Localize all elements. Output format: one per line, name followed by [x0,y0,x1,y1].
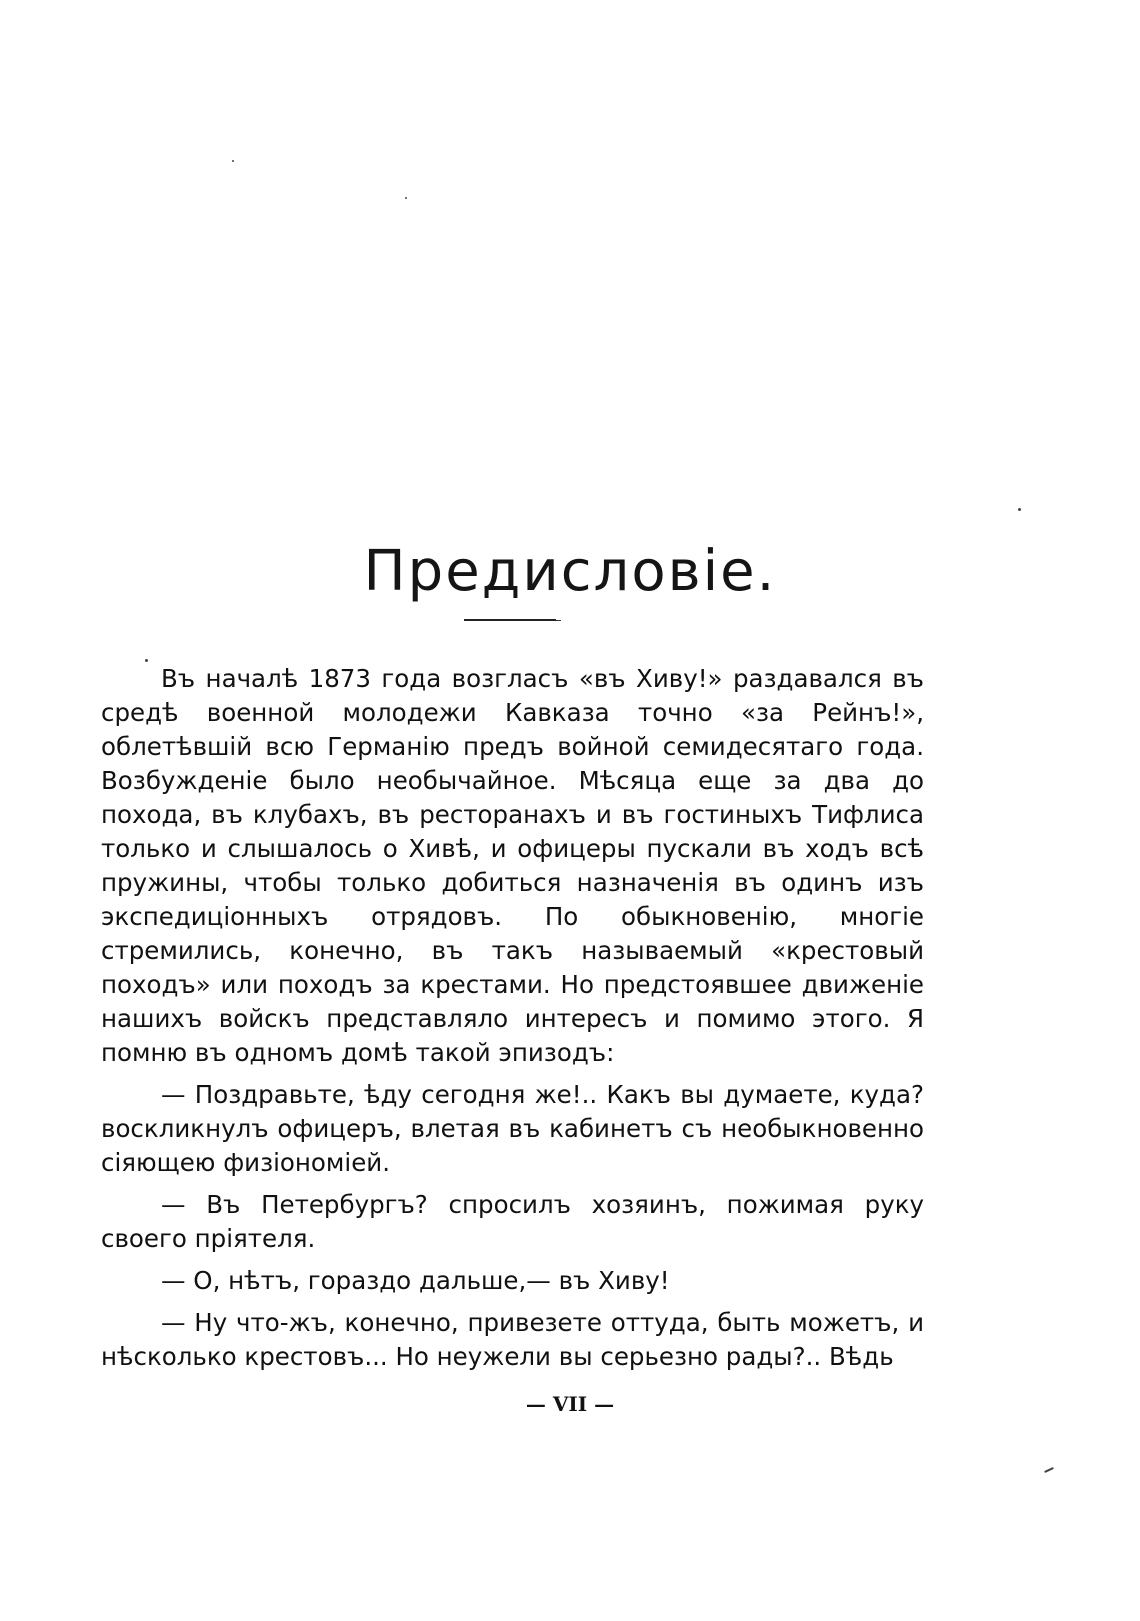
scan-speck [232,160,234,162]
page-number: — VII — [525,1392,615,1416]
paragraph-1: Въ началѣ 1873 года возгласъ «въ Хиву!» раздавался въ средѣ военной молодежи Кавказа точно «за Рейнъ!», облетѣвшій всю Германію предъ войной семидесятаго года. Возбужденіе было необычайное. Мѣсяца еще за два до похода, въ клубахъ, въ ресторанахъ и въ гостиныхъ Тифлиса только и слышалось о Хивѣ, и офицеры пускали въ ходъ всѣ пружины, чтобы только добиться назначенія въ одинъ изъ экспедиціонныхъ отрядовъ. По обыкновенію, многіе стремились, конечно, въ такъ называемый «крестовый походъ» или походъ за крестами. Но предстоявшее движеніе нашихъ войскъ представляло интересъ и помимо этого. Я помню въ одномъ домѣ такой эпизодъ: [101,664,924,1067]
scan-speck [405,197,407,199]
paragraph-5: — Ну что-жъ, конечно, привезете оттуда, быть можетъ, и нѣсколько крестовъ... Но неужели вы серьезно рады?.. Вѣдь [101,1308,924,1371]
chapter-title: Предисловіе. [363,538,777,604]
paragraph-2: — Поздравьте, ѣду сегодня же!.. Какъ вы думаете, куда? воскликнулъ офицеръ, влетая въ кабинетъ съ необыкновенно сіяющею физіономіей. [101,1080,924,1177]
scan-speck [145,659,148,662]
scan-speck [1044,1467,1054,1473]
title-divider [464,619,556,621]
scan-speck [1018,508,1021,511]
paragraph-4: — О, нѣтъ, гораздо дальше,— въ Хиву! [161,1266,670,1295]
title-divider-tail [556,620,561,621]
paragraph-3: — Въ Петербургъ? спросилъ хозяинъ, пожимая руку своего пріятеля. [101,1190,924,1253]
body-text [101,662,924,1374]
